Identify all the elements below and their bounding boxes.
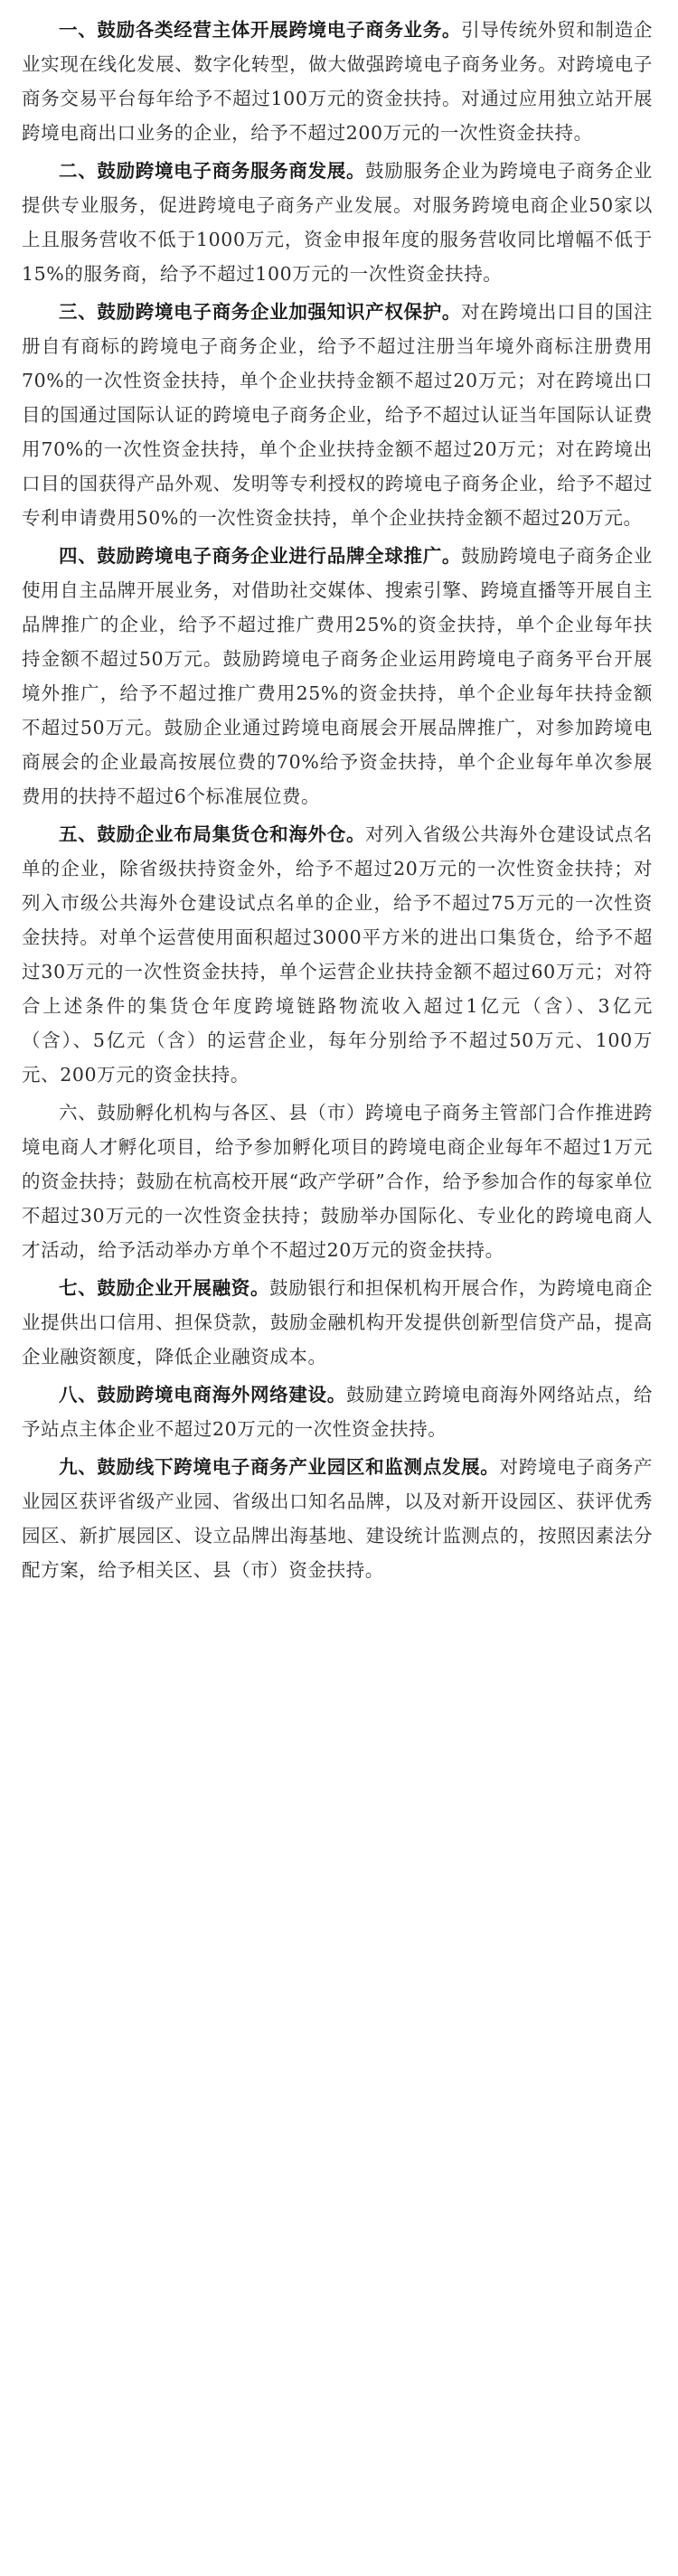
section-4-body: 鼓励跨境电子商务企业使用自主品牌开展业务，对借助社交媒体、搜索引擎、跨境直播等开展自主品牌推广的企业，给予不超过推广费用25%的资金扶持，单个企业每年扶持金额不超过50万元。鼓励跨境电子商务企业运用跨境电子商务平台开展境外推广，给予不超过推广费用25%的资金扶持，单个企业每年扶持金额不超过50万元。鼓励企业通过跨境电商展会开展品牌推广，对参加跨境电商展会的企业最高按展位费的70%给予资金扶持，单个企业每年单次参展费用的扶持不超过6个标准展位费。 (22, 545, 653, 807)
section-1-body: 引导传统外贸和制造企业实现在线化发展、数字化转型，做大做强跨境电子商务业务。对跨境电子商务交易平台每年给予不超过100万元的资金扶持。对通过应用独立站开展跨境电商出口业务的企业，给予不超过200万元的一次性资金扶持。 (22, 19, 653, 144)
section-6-body: 六、鼓励孵化机构与各区、县（市）跨境电子商务主管部门合作推进跨境电商人才孵化项目，给予参加孵化项目的跨境电商企业每年不超过1万元的资金扶持；鼓励在杭高校开展“政产学研”合作，给予参加合作的每家单位不超过30万元的一次性资金扶持；鼓励举办国际化、专业化的跨境电商人才活动，给予活动举办方单个不超过20万元的资金扶持。 (22, 1102, 653, 1261)
section-2-heading: 二、鼓励跨境电子商务服务商发展。 (59, 160, 366, 182)
section-1 (22, 13, 653, 150)
section-6 (22, 1095, 653, 1267)
section-9 (22, 1450, 653, 1587)
section-3-heading: 三、鼓励跨境电子商务企业加强知识产权保护。 (59, 301, 462, 323)
section-5-body: 对列入省级公共海外仓建设试点名单的企业，除省级扶持资金外，给予不超过20万元的一次性资金扶持；对列入市级公共海外仓建设试点名单的企业，给予不超过75万元的一次性资金扶持。对单个运营使用面积超过3000平方米的进出口集货仓，给予不超过30万元的一次性资金扶持，单个运营企业扶持金额不超过60万元；对符合上述条件的集货仓年度跨境链路物流收入超过1亿元（含）、3亿元（含）、5亿元（含）的运营企业，每年分别给予不超过50万元、100万元、200万元的资金扶持。 (22, 823, 653, 1086)
section-7 (22, 1271, 653, 1374)
section-8-body: 鼓励建立跨境电商海外网络站点，给予站点主体企业不超过20万元的一次性资金扶持。 (22, 1384, 653, 1440)
section-7-body: 鼓励银行和担保机构开展合作，为跨境电商企业提供出口信用、担保贷款，鼓励金融机构开发提供创新型信贷产品，提高企业融资额度，降低企业融资成本。 (22, 1277, 654, 1368)
section-4-heading: 四、鼓励跨境电子商务企业进行品牌全球推广。 (59, 545, 462, 567)
section-8 (22, 1377, 653, 1446)
section-4 (22, 539, 653, 813)
section-2-body: 鼓励服务企业为跨境电子商务企业提供专业服务，促进跨境电子商务产业发展。对服务跨境电商企业50家以上且服务营收不低于1000万元，资金申报年度的服务营收同比增幅不低于15%的服务商，给予不超过100万元的一次性资金扶持。 (22, 160, 653, 285)
section-3-body: 对在跨境出口目的国注册自有商标的跨境电子商务企业，给予不超过注册当年境外商标注册费用70%的一次性资金扶持，单个企业扶持金额不超过20万元；对在跨境出口目的国通过国际认证的跨境电子商务企业，给予不超过认证当年国际认证费用70%的一次性资金扶持，单个企业扶持金额不超过20万元；对在跨境出口目的国获得产品外观、发明等专利授权的跨境电子商务企业，给予不超过专利申请费用50%的一次性资金扶持，单个企业扶持金额不超过20万元。 (22, 301, 653, 529)
section-5-heading: 五、鼓励企业布局集货仓和海外仓。 (59, 823, 366, 845)
section-8-heading: 八、鼓励跨境电商海外网络建设。 (59, 1384, 346, 1406)
section-9-body: 对跨境电子商务产业园区获评省级产业园、省级出口知名品牌，以及对新开设园区、获评优秀园区、新扩展园区、设立品牌出海基地、建设统计监测点的，按照因素法分配方案，给予相关区、县（市）资金扶持。 (22, 1456, 653, 1581)
section-3 (22, 295, 653, 535)
section-9-heading: 九、鼓励线下跨境电子商务产业园区和监测点发展。 (59, 1456, 500, 1478)
section-5 (22, 817, 653, 1092)
section-7-heading: 七、鼓励企业开展融资。 (59, 1277, 270, 1299)
section-1-heading: 一、鼓励各类经营主体开展跨境电子商务业务。 (59, 19, 462, 41)
section-2 (22, 154, 653, 291)
